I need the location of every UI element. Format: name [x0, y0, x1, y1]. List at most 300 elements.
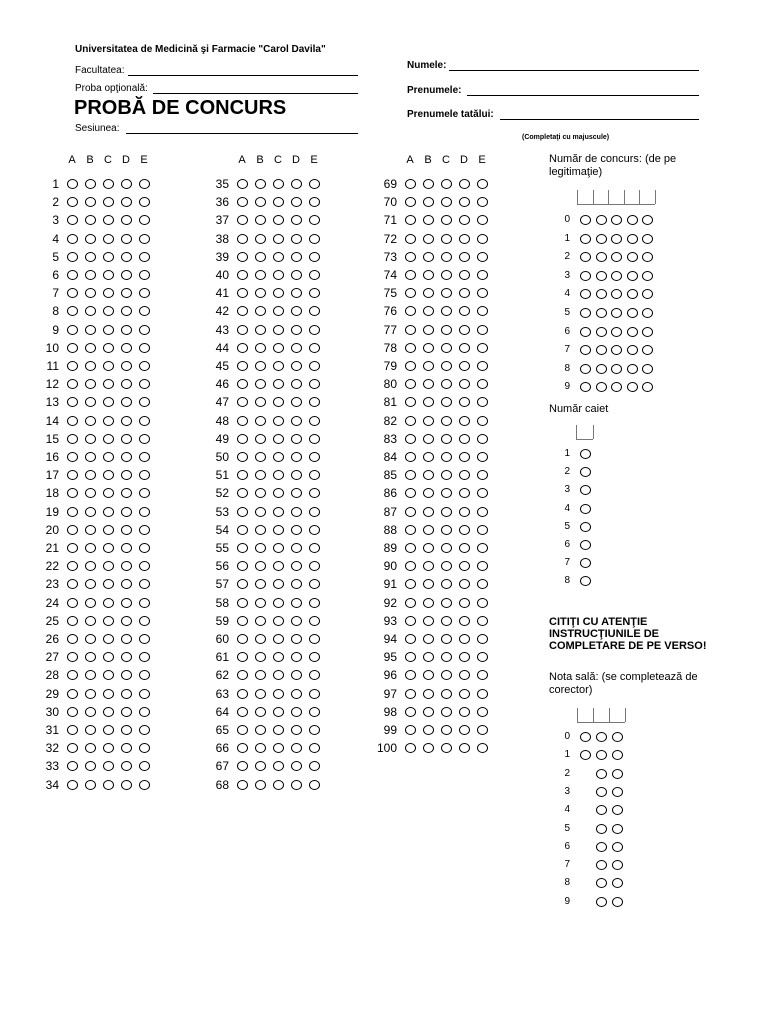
answer-bubble-e[interactable]: [309, 689, 320, 699]
answer-bubble-e[interactable]: [139, 434, 150, 444]
answer-bubble-d[interactable]: [121, 179, 132, 189]
exam-number-bubble[interactable]: [596, 289, 607, 299]
exam-number-bubble[interactable]: [611, 289, 622, 299]
answer-bubble-d[interactable]: [291, 452, 302, 462]
answer-bubble-d[interactable]: [121, 215, 132, 225]
answer-bubble-e[interactable]: [477, 725, 488, 735]
answer-bubble-c[interactable]: [103, 197, 114, 207]
answer-bubble-e[interactable]: [477, 689, 488, 699]
answer-bubble-c[interactable]: [441, 343, 452, 353]
answer-bubble-b[interactable]: [85, 725, 96, 735]
answer-bubble-b[interactable]: [85, 579, 96, 589]
answer-bubble-c[interactable]: [441, 488, 452, 498]
answer-bubble-c[interactable]: [103, 397, 114, 407]
grade-bubble[interactable]: [596, 750, 607, 760]
optional-field[interactable]: [153, 93, 358, 94]
exam-number-bubble[interactable]: [611, 327, 622, 337]
answer-bubble-e[interactable]: [477, 507, 488, 517]
answer-bubble-c[interactable]: [103, 616, 114, 626]
answer-bubble-d[interactable]: [121, 616, 132, 626]
answer-bubble-b[interactable]: [255, 343, 266, 353]
answer-bubble-a[interactable]: [67, 743, 78, 753]
answer-bubble-a[interactable]: [237, 470, 248, 480]
answer-bubble-c[interactable]: [273, 543, 284, 553]
answer-bubble-c[interactable]: [273, 525, 284, 535]
answer-bubble-d[interactable]: [291, 579, 302, 589]
answer-bubble-e[interactable]: [477, 179, 488, 189]
answer-bubble-e[interactable]: [477, 270, 488, 280]
answer-bubble-c[interactable]: [103, 725, 114, 735]
answer-bubble-c[interactable]: [441, 179, 452, 189]
answer-bubble-a[interactable]: [405, 743, 416, 753]
grade-bubble[interactable]: [596, 878, 607, 888]
answer-bubble-e[interactable]: [309, 452, 320, 462]
exam-number-bubble[interactable]: [611, 234, 622, 244]
answer-bubble-d[interactable]: [291, 780, 302, 790]
answer-bubble-b[interactable]: [255, 689, 266, 699]
exam-number-bubble[interactable]: [642, 289, 653, 299]
answer-bubble-e[interactable]: [477, 561, 488, 571]
answer-bubble-e[interactable]: [477, 452, 488, 462]
grade-bubble[interactable]: [612, 878, 623, 888]
answer-bubble-c[interactable]: [441, 270, 452, 280]
answer-bubble-d[interactable]: [121, 325, 132, 335]
answer-bubble-d[interactable]: [459, 652, 470, 662]
answer-bubble-a[interactable]: [67, 670, 78, 680]
answer-bubble-d[interactable]: [291, 288, 302, 298]
answer-bubble-b[interactable]: [85, 416, 96, 426]
answer-bubble-a[interactable]: [67, 416, 78, 426]
answer-bubble-b[interactable]: [423, 707, 434, 717]
answer-bubble-b[interactable]: [423, 361, 434, 371]
answer-bubble-c[interactable]: [441, 361, 452, 371]
answer-bubble-e[interactable]: [309, 179, 320, 189]
answer-bubble-b[interactable]: [423, 561, 434, 571]
answer-bubble-b[interactable]: [255, 543, 266, 553]
answer-bubble-b[interactable]: [85, 689, 96, 699]
answer-bubble-b[interactable]: [255, 288, 266, 298]
exam-number-bubble[interactable]: [580, 234, 591, 244]
answer-bubble-a[interactable]: [67, 707, 78, 717]
answer-bubble-a[interactable]: [405, 361, 416, 371]
answer-bubble-e[interactable]: [477, 361, 488, 371]
answer-bubble-d[interactable]: [121, 397, 132, 407]
answer-bubble-b[interactable]: [85, 361, 96, 371]
exam-number-bubble[interactable]: [627, 289, 638, 299]
answer-bubble-a[interactable]: [405, 579, 416, 589]
notebook-bubble[interactable]: [580, 467, 591, 477]
answer-bubble-a[interactable]: [237, 743, 248, 753]
answer-bubble-a[interactable]: [405, 507, 416, 517]
exam-number-bubble[interactable]: [611, 271, 622, 281]
answer-bubble-d[interactable]: [459, 507, 470, 517]
answer-bubble-c[interactable]: [103, 652, 114, 662]
answer-bubble-c[interactable]: [273, 234, 284, 244]
answer-bubble-b[interactable]: [423, 743, 434, 753]
answer-bubble-d[interactable]: [459, 288, 470, 298]
answer-bubble-a[interactable]: [67, 689, 78, 699]
answer-bubble-b[interactable]: [423, 288, 434, 298]
answer-bubble-d[interactable]: [121, 780, 132, 790]
answer-bubble-c[interactable]: [273, 306, 284, 316]
answer-bubble-c[interactable]: [441, 525, 452, 535]
answer-bubble-a[interactable]: [67, 598, 78, 608]
answer-bubble-a[interactable]: [237, 252, 248, 262]
answer-bubble-b[interactable]: [85, 488, 96, 498]
answer-bubble-d[interactable]: [459, 179, 470, 189]
answer-bubble-c[interactable]: [103, 543, 114, 553]
answer-bubble-e[interactable]: [139, 452, 150, 462]
answer-bubble-a[interactable]: [405, 616, 416, 626]
answer-bubble-b[interactable]: [423, 543, 434, 553]
answer-bubble-c[interactable]: [273, 634, 284, 644]
answer-bubble-a[interactable]: [67, 579, 78, 589]
answer-bubble-e[interactable]: [139, 525, 150, 535]
grade-bubble[interactable]: [596, 805, 607, 815]
answer-bubble-a[interactable]: [405, 325, 416, 335]
answer-bubble-d[interactable]: [459, 725, 470, 735]
answer-bubble-a[interactable]: [405, 416, 416, 426]
answer-bubble-e[interactable]: [309, 652, 320, 662]
answer-bubble-d[interactable]: [121, 270, 132, 280]
firstname-field[interactable]: [467, 95, 699, 96]
exam-number-bubble[interactable]: [642, 252, 653, 262]
exam-number-bubble[interactable]: [580, 364, 591, 374]
answer-bubble-c[interactable]: [441, 725, 452, 735]
answer-bubble-b[interactable]: [85, 434, 96, 444]
answer-bubble-a[interactable]: [67, 561, 78, 571]
answer-bubble-e[interactable]: [139, 488, 150, 498]
answer-bubble-c[interactable]: [103, 470, 114, 480]
answer-bubble-a[interactable]: [405, 652, 416, 662]
exam-number-bubble[interactable]: [642, 215, 653, 225]
answer-bubble-d[interactable]: [121, 379, 132, 389]
answer-bubble-a[interactable]: [67, 270, 78, 280]
faculty-field[interactable]: [128, 75, 358, 76]
answer-bubble-b[interactable]: [85, 179, 96, 189]
answer-bubble-a[interactable]: [67, 452, 78, 462]
answer-bubble-e[interactable]: [309, 543, 320, 553]
answer-bubble-a[interactable]: [405, 634, 416, 644]
answer-bubble-b[interactable]: [255, 306, 266, 316]
grade-bubble[interactable]: [596, 897, 607, 907]
answer-bubble-c[interactable]: [103, 761, 114, 771]
answer-bubble-c[interactable]: [441, 507, 452, 517]
answer-bubble-a[interactable]: [405, 179, 416, 189]
answer-bubble-e[interactable]: [477, 234, 488, 244]
answer-bubble-d[interactable]: [291, 270, 302, 280]
notebook-bubble[interactable]: [580, 485, 591, 495]
answer-bubble-e[interactable]: [309, 470, 320, 480]
answer-bubble-a[interactable]: [237, 379, 248, 389]
answer-bubble-b[interactable]: [255, 616, 266, 626]
exam-number-bubble[interactable]: [611, 382, 622, 392]
answer-bubble-e[interactable]: [309, 598, 320, 608]
answer-bubble-d[interactable]: [459, 452, 470, 462]
answer-bubble-a[interactable]: [237, 452, 248, 462]
answer-bubble-c[interactable]: [103, 270, 114, 280]
answer-bubble-b[interactable]: [85, 234, 96, 244]
answer-bubble-d[interactable]: [459, 306, 470, 316]
answer-bubble-d[interactable]: [459, 525, 470, 535]
answer-bubble-c[interactable]: [103, 343, 114, 353]
exam-number-bubble[interactable]: [611, 215, 622, 225]
answer-bubble-c[interactable]: [273, 325, 284, 335]
answer-bubble-c[interactable]: [441, 670, 452, 680]
answer-bubble-a[interactable]: [405, 561, 416, 571]
answer-bubble-b[interactable]: [85, 561, 96, 571]
answer-bubble-c[interactable]: [273, 252, 284, 262]
answer-bubble-b[interactable]: [255, 652, 266, 662]
answer-bubble-a[interactable]: [67, 215, 78, 225]
exam-number-bubble[interactable]: [627, 327, 638, 337]
answer-bubble-a[interactable]: [237, 234, 248, 244]
exam-number-bubble[interactable]: [596, 271, 607, 281]
answer-bubble-c[interactable]: [273, 561, 284, 571]
answer-bubble-d[interactable]: [121, 306, 132, 316]
answer-bubble-d[interactable]: [121, 689, 132, 699]
answer-bubble-c[interactable]: [441, 306, 452, 316]
answer-bubble-d[interactable]: [291, 215, 302, 225]
answer-bubble-d[interactable]: [121, 543, 132, 553]
answer-bubble-e[interactable]: [139, 288, 150, 298]
answer-bubble-d[interactable]: [291, 761, 302, 771]
answer-bubble-a[interactable]: [67, 234, 78, 244]
answer-bubble-d[interactable]: [291, 689, 302, 699]
answer-bubble-c[interactable]: [103, 579, 114, 589]
answer-bubble-c[interactable]: [273, 197, 284, 207]
answer-bubble-c[interactable]: [441, 288, 452, 298]
answer-bubble-e[interactable]: [309, 743, 320, 753]
answer-bubble-b[interactable]: [85, 652, 96, 662]
exam-number-bubble[interactable]: [642, 345, 653, 355]
answer-bubble-a[interactable]: [237, 689, 248, 699]
exam-number-bubble[interactable]: [627, 234, 638, 244]
answer-bubble-b[interactable]: [85, 270, 96, 280]
answer-bubble-c[interactable]: [441, 634, 452, 644]
answer-bubble-d[interactable]: [291, 725, 302, 735]
answer-bubble-b[interactable]: [423, 634, 434, 644]
exam-number-bubble[interactable]: [627, 382, 638, 392]
answer-bubble-c[interactable]: [103, 525, 114, 535]
answer-bubble-a[interactable]: [237, 197, 248, 207]
exam-number-bubble[interactable]: [642, 327, 653, 337]
answer-bubble-c[interactable]: [103, 780, 114, 790]
grade-bubble[interactable]: [596, 769, 607, 779]
answer-bubble-c[interactable]: [103, 452, 114, 462]
answer-bubble-c[interactable]: [103, 288, 114, 298]
answer-bubble-e[interactable]: [477, 634, 488, 644]
answer-bubble-b[interactable]: [85, 252, 96, 262]
answer-bubble-b[interactable]: [423, 379, 434, 389]
exam-number-bubble[interactable]: [580, 308, 591, 318]
answer-bubble-e[interactable]: [139, 634, 150, 644]
answer-bubble-d[interactable]: [291, 598, 302, 608]
answer-bubble-d[interactable]: [459, 379, 470, 389]
answer-bubble-c[interactable]: [441, 470, 452, 480]
answer-bubble-a[interactable]: [405, 452, 416, 462]
answer-bubble-a[interactable]: [67, 507, 78, 517]
answer-bubble-c[interactable]: [441, 579, 452, 589]
answer-bubble-b[interactable]: [255, 743, 266, 753]
answer-bubble-c[interactable]: [103, 598, 114, 608]
answer-bubble-d[interactable]: [291, 634, 302, 644]
answer-bubble-a[interactable]: [67, 325, 78, 335]
answer-bubble-e[interactable]: [309, 488, 320, 498]
exam-number-bubble[interactable]: [611, 252, 622, 262]
answer-bubble-c[interactable]: [103, 507, 114, 517]
answer-bubble-c[interactable]: [273, 670, 284, 680]
answer-bubble-d[interactable]: [291, 397, 302, 407]
grade-bubble[interactable]: [612, 842, 623, 852]
answer-bubble-e[interactable]: [477, 197, 488, 207]
answer-bubble-e[interactable]: [309, 707, 320, 717]
answer-bubble-b[interactable]: [255, 780, 266, 790]
answer-bubble-b[interactable]: [85, 761, 96, 771]
answer-bubble-b[interactable]: [255, 416, 266, 426]
answer-bubble-e[interactable]: [139, 325, 150, 335]
answer-bubble-a[interactable]: [237, 416, 248, 426]
answer-bubble-a[interactable]: [405, 543, 416, 553]
answer-bubble-b[interactable]: [423, 234, 434, 244]
answer-bubble-b[interactable]: [255, 234, 266, 244]
answer-bubble-d[interactable]: [459, 361, 470, 371]
answer-bubble-c[interactable]: [273, 288, 284, 298]
answer-bubble-a[interactable]: [67, 470, 78, 480]
notebook-bubble[interactable]: [580, 522, 591, 532]
answer-bubble-e[interactable]: [477, 325, 488, 335]
exam-number-bubble[interactable]: [580, 252, 591, 262]
answer-bubble-b[interactable]: [423, 598, 434, 608]
answer-bubble-b[interactable]: [423, 670, 434, 680]
answer-bubble-e[interactable]: [477, 543, 488, 553]
answer-bubble-b[interactable]: [255, 379, 266, 389]
answer-bubble-e[interactable]: [139, 743, 150, 753]
answer-bubble-b[interactable]: [85, 780, 96, 790]
answer-bubble-e[interactable]: [139, 361, 150, 371]
answer-bubble-e[interactable]: [309, 761, 320, 771]
answer-bubble-e[interactable]: [477, 652, 488, 662]
exam-number-bubble[interactable]: [596, 234, 607, 244]
answer-bubble-b[interactable]: [85, 543, 96, 553]
answer-bubble-d[interactable]: [459, 743, 470, 753]
answer-bubble-c[interactable]: [441, 616, 452, 626]
answer-bubble-d[interactable]: [121, 470, 132, 480]
answer-bubble-d[interactable]: [121, 488, 132, 498]
answer-bubble-e[interactable]: [309, 507, 320, 517]
answer-bubble-b[interactable]: [423, 579, 434, 589]
answer-bubble-b[interactable]: [85, 525, 96, 535]
answer-bubble-e[interactable]: [477, 252, 488, 262]
answer-bubble-b[interactable]: [255, 725, 266, 735]
answer-bubble-a[interactable]: [405, 470, 416, 480]
exam-number-bubble[interactable]: [642, 308, 653, 318]
answer-bubble-b[interactable]: [85, 452, 96, 462]
answer-bubble-a[interactable]: [237, 179, 248, 189]
answer-bubble-e[interactable]: [309, 670, 320, 680]
grade-bubble[interactable]: [596, 787, 607, 797]
answer-bubble-a[interactable]: [405, 215, 416, 225]
answer-bubble-b[interactable]: [255, 325, 266, 335]
answer-bubble-a[interactable]: [237, 270, 248, 280]
answer-bubble-a[interactable]: [237, 325, 248, 335]
exam-number-bubble[interactable]: [642, 364, 653, 374]
answer-bubble-b[interactable]: [85, 670, 96, 680]
answer-bubble-c[interactable]: [273, 397, 284, 407]
answer-bubble-e[interactable]: [139, 670, 150, 680]
answer-bubble-a[interactable]: [405, 598, 416, 608]
answer-bubble-d[interactable]: [291, 434, 302, 444]
answer-bubble-c[interactable]: [103, 416, 114, 426]
answer-bubble-d[interactable]: [459, 215, 470, 225]
answer-bubble-e[interactable]: [309, 416, 320, 426]
answer-bubble-e[interactable]: [477, 397, 488, 407]
answer-bubble-d[interactable]: [121, 561, 132, 571]
answer-bubble-c[interactable]: [273, 361, 284, 371]
answer-bubble-c[interactable]: [103, 379, 114, 389]
answer-bubble-c[interactable]: [103, 670, 114, 680]
answer-bubble-a[interactable]: [405, 689, 416, 699]
answer-bubble-e[interactable]: [477, 707, 488, 717]
answer-bubble-b[interactable]: [85, 507, 96, 517]
notebook-bubble[interactable]: [580, 449, 591, 459]
answer-bubble-a[interactable]: [237, 488, 248, 498]
answer-bubble-a[interactable]: [237, 634, 248, 644]
answer-bubble-c[interactable]: [273, 379, 284, 389]
answer-bubble-b[interactable]: [423, 488, 434, 498]
notebook-bubble[interactable]: [580, 504, 591, 514]
answer-bubble-e[interactable]: [139, 252, 150, 262]
exam-number-bubble[interactable]: [596, 364, 607, 374]
answer-bubble-e[interactable]: [309, 306, 320, 316]
answer-bubble-a[interactable]: [237, 434, 248, 444]
answer-bubble-b[interactable]: [85, 598, 96, 608]
answer-bubble-a[interactable]: [237, 561, 248, 571]
answer-bubble-d[interactable]: [121, 743, 132, 753]
exam-number-bubble[interactable]: [627, 345, 638, 355]
answer-bubble-a[interactable]: [237, 652, 248, 662]
answer-bubble-e[interactable]: [139, 616, 150, 626]
answer-bubble-c[interactable]: [273, 652, 284, 662]
answer-bubble-b[interactable]: [85, 343, 96, 353]
exam-number-bubble[interactable]: [627, 364, 638, 374]
answer-bubble-e[interactable]: [309, 525, 320, 535]
father-name-field[interactable]: [500, 119, 699, 120]
answer-bubble-e[interactable]: [309, 252, 320, 262]
answer-bubble-c[interactable]: [441, 434, 452, 444]
notebook-bubble[interactable]: [580, 540, 591, 550]
answer-bubble-a[interactable]: [67, 343, 78, 353]
answer-bubble-d[interactable]: [121, 598, 132, 608]
exam-number-bubble[interactable]: [627, 215, 638, 225]
answer-bubble-c[interactable]: [273, 470, 284, 480]
answer-bubble-e[interactable]: [139, 306, 150, 316]
answer-bubble-e[interactable]: [477, 525, 488, 535]
answer-bubble-e[interactable]: [139, 543, 150, 553]
answer-bubble-c[interactable]: [273, 507, 284, 517]
answer-bubble-e[interactable]: [139, 379, 150, 389]
answer-bubble-b[interactable]: [85, 197, 96, 207]
answer-bubble-b[interactable]: [255, 215, 266, 225]
answer-bubble-c[interactable]: [273, 743, 284, 753]
answer-bubble-d[interactable]: [121, 652, 132, 662]
answer-bubble-d[interactable]: [291, 361, 302, 371]
answer-bubble-a[interactable]: [67, 252, 78, 262]
grade-bubble[interactable]: [596, 824, 607, 834]
exam-number-bubble[interactable]: [611, 345, 622, 355]
answer-bubble-c[interactable]: [273, 434, 284, 444]
answer-bubble-d[interactable]: [459, 634, 470, 644]
